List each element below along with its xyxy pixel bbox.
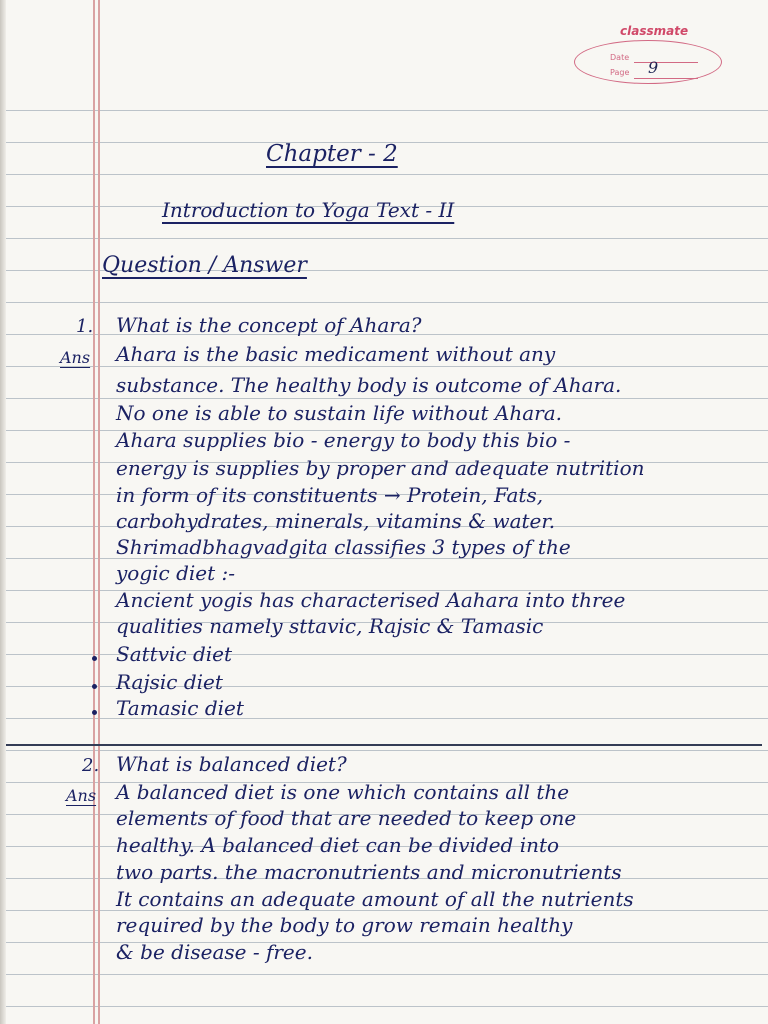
classmate-stamp: [572, 22, 724, 86]
section-divider: [6, 744, 762, 746]
answer-line: elements of food that are needed to keep one: [116, 806, 577, 830]
bullet-item: Rajsic diet: [116, 670, 223, 694]
bullet-item: Sattvic diet: [116, 642, 233, 666]
answer-line: It contains an adequate amount of all the nutrients: [116, 887, 634, 911]
answer-line: Shrimadbhagvadgita classifies 3 types of the: [116, 535, 571, 559]
answer-line: healthy. A balanced diet can be divided into: [116, 833, 560, 857]
page-label: Page: [610, 68, 630, 77]
answer-line: & be disease - free.: [116, 940, 313, 964]
bullet-icon: [92, 710, 97, 715]
bullet-item: Tamasic diet: [116, 696, 244, 720]
question-number: 2.: [82, 755, 100, 776]
page-left-edge: [0, 0, 6, 1024]
bullet-icon: [92, 684, 97, 689]
margin-line: [93, 0, 95, 1024]
answer-line: two parts. the macronutrients and micronutrients: [116, 860, 622, 884]
answer-line: required by the body to grow remain healthy: [116, 913, 573, 937]
answer-line: No one is able to sustain life without Ahara.: [116, 401, 563, 425]
page-number: 9: [648, 58, 659, 77]
brand-logo: classmate: [620, 24, 689, 38]
answer-line: yogic diet :-: [116, 561, 236, 585]
answer-line: in form of its constituents → Protein, Fats,: [116, 483, 544, 507]
section-heading: Question / Answer: [102, 253, 307, 278]
answer-line: A balanced diet is one which contains all the: [116, 780, 570, 804]
question-number: 1.: [76, 316, 94, 337]
date-label: Date: [610, 53, 630, 62]
answer-line: Ahara is the basic medicament without any: [116, 342, 556, 366]
answer-label: Ans: [60, 348, 91, 367]
answer-line: qualities namely sttavic, Rajsic & Tamasic: [116, 614, 544, 638]
margin-line: [98, 0, 100, 1024]
question-text: What is the concept of Ahara?: [116, 313, 422, 337]
question-text: What is balanced diet?: [116, 752, 347, 776]
answer-line: energy is supplies by proper and adequate nutrition: [116, 456, 645, 480]
date-line: [634, 62, 698, 63]
chapter-title: Chapter - 2: [266, 141, 398, 167]
bullet-icon: [92, 656, 97, 661]
answer-line: substance. The healthy body is outcome of Ahara.: [116, 373, 622, 397]
answer-line: Ahara supplies bio - energy to body this bio -: [116, 428, 571, 452]
chapter-subtitle: Introduction to Yoga Text - II: [162, 198, 455, 222]
answer-line: Ancient yogis has characterised Aahara into three: [116, 588, 626, 612]
page-line: [634, 78, 698, 79]
answer-line: carbohydrates, minerals, vitamins & water.: [116, 509, 556, 533]
answer-label: Ans: [66, 786, 97, 805]
